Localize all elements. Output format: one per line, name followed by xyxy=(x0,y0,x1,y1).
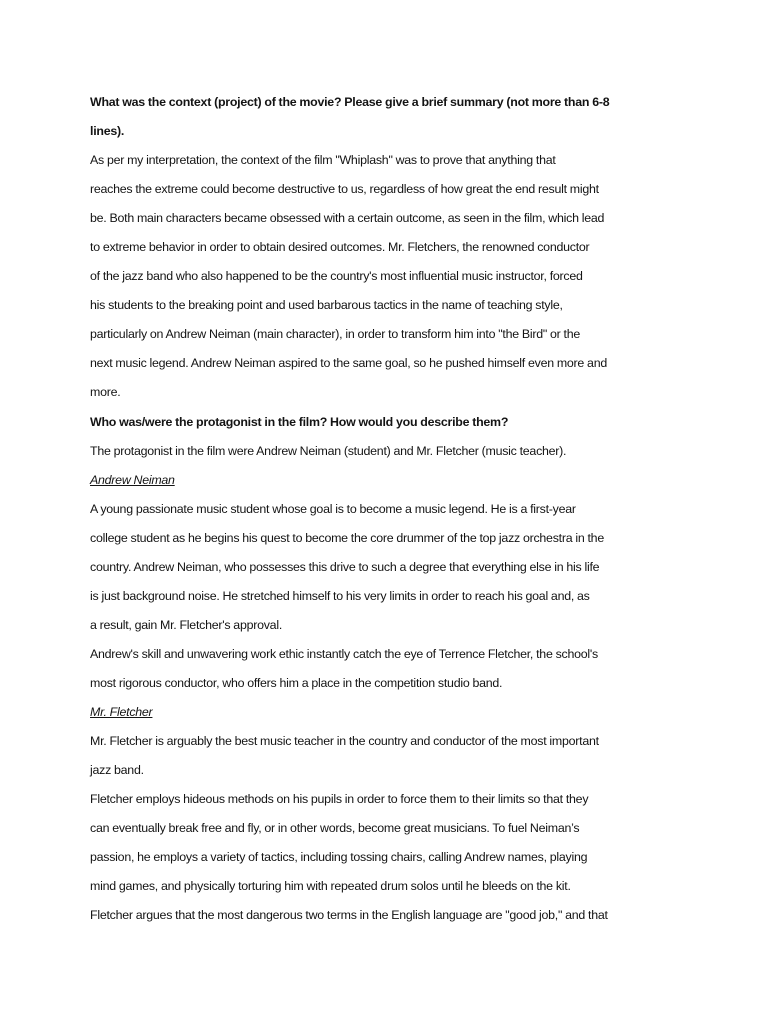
paragraph-line: his students to the breaking point and used barbarous tactics in the name of teaching style, xyxy=(90,298,563,313)
paragraph-line: more. xyxy=(90,385,121,400)
subsection-heading: Andrew Neiman xyxy=(90,472,175,487)
paragraph-line: jazz band. xyxy=(90,763,144,778)
paragraph-line: Fletcher employs hideous methods on his pupils in order to force them to their limits so that they xyxy=(90,792,589,807)
paragraph-line: A young passionate music student whose goal is to become a music legend. He is a first-year xyxy=(90,501,576,516)
paragraph-line: particularly on Andrew Neiman (main character), in order to transform him into "the Bird" or the xyxy=(90,327,581,342)
question-heading: Who was/were the protagonist in the film? How would you describe them? xyxy=(90,414,509,429)
paragraph-line: Fletcher argues that the most dangerous two terms in the English language are "good job," and that xyxy=(90,908,608,923)
paragraph-line: The protagonist in the film were Andrew Neiman (student) and Mr. Fletcher (music teacher). xyxy=(90,443,567,458)
paragraph-line: can eventually break free and fly, or in other words, become great musicians. To fuel Neiman’s xyxy=(90,821,580,836)
subsection-heading: Mr. Fletcher xyxy=(90,704,153,719)
paragraph-line: As per my interpretation, the context of the film "Whiplash" was to prove that anything that xyxy=(90,153,556,168)
paragraph-line: of the jazz band who also happened to be the country's most influential music instructor, forced xyxy=(90,269,583,284)
paragraph-line: a result, gain Mr. Fletcher's approval. xyxy=(90,617,283,632)
paragraph-line: Andrew's skill and unwavering work ethic instantly catch the eye of Terrence Fletcher, the school's xyxy=(90,646,598,661)
paragraph-line: Mr. Fletcher is arguably the best music teacher in the country and conductor of the most important xyxy=(90,734,599,749)
paragraph-line: college student as he begins his quest to become the core drummer of the top jazz orchestra in the xyxy=(90,530,604,545)
paragraph-line: passion, he employs a variety of tactics, including tossing chairs, calling Andrew names, playing xyxy=(90,850,588,865)
document-page xyxy=(90,88,670,930)
paragraph-line: most rigorous conductor, who offers him a place in the competition studio band. xyxy=(90,675,503,690)
paragraph-line: next music legend. Andrew Neiman aspired to the same goal, so he pushed himself even more and xyxy=(90,356,607,371)
paragraph-line: reaches the extreme could become destructive to us, regardless of how great the end result might xyxy=(90,182,599,197)
question-heading: What was the context (project) of the movie? Please give a brief summary (not more than 6-8 xyxy=(90,95,610,109)
paragraph-line: country. Andrew Neiman, who possesses this drive to such a degree that everything else in his life xyxy=(90,559,600,574)
paragraph-line: mind games, and physically torturing him with repeated drum solos until he bleeds on the kit. xyxy=(90,879,571,894)
paragraph-line: be. Both main characters became obsessed with a certain outcome, as seen in the film, which lead xyxy=(90,211,605,226)
paragraph-line: to extreme behavior in order to obtain desired outcomes. Mr. Fletchers, the renowned conductor xyxy=(90,240,590,255)
question-heading: lines). xyxy=(90,124,125,139)
paragraph-line: is just background noise. He stretched himself to his very limits in order to reach his goal and, as xyxy=(90,588,590,603)
